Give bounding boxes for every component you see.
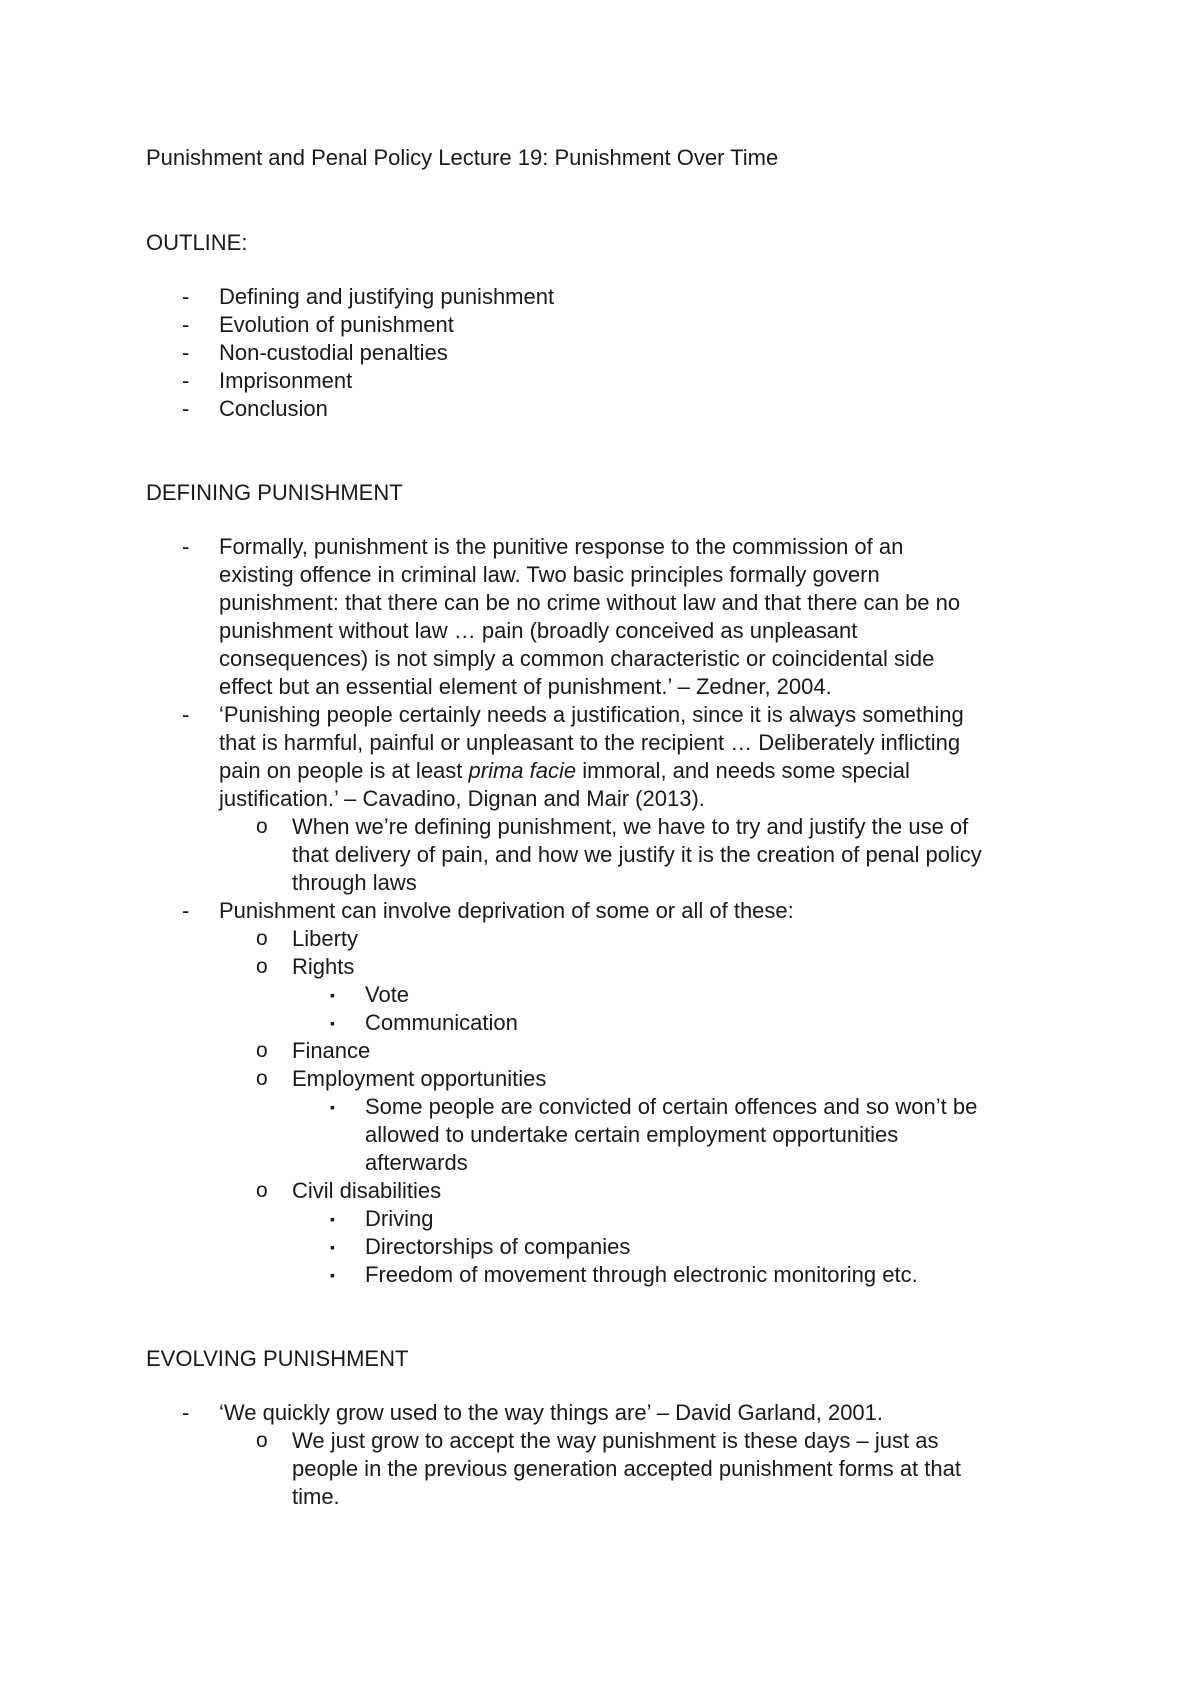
dash-bullet: - <box>182 284 190 309</box>
circle-bullet: o <box>256 1067 268 1090</box>
document-page <box>146 144 1066 1511</box>
circle-bullet: o <box>256 815 268 838</box>
dash-bullet: - <box>182 898 190 923</box>
outline-item: - Evolution of punishment <box>182 312 454 337</box>
circle-bullet: o <box>256 1179 268 1202</box>
circle-bullet: o <box>256 927 268 950</box>
outline-item: - Defining and justifying punishment <box>182 284 555 309</box>
outline-item: - Conclusion <box>182 396 328 421</box>
square-bullet: ▪ <box>330 1099 335 1115</box>
dash-bullet: - <box>182 340 190 365</box>
square-bullet: ▪ <box>330 1239 335 1255</box>
defining-punishment-heading: DEFINING PUNISHMENT <box>146 480 403 505</box>
list-item-cavadino-quote: - ‘Punishing people certainly needs a justification, since it is always something that is harmful, painful or unpleasant to the recipient … Deliberately inflicting pain on people is at least prima facie immoral, and needs some special justification.’ – Cavadino, Dignan and Mair (2013). <box>182 702 964 811</box>
dash-bullet: - <box>182 312 190 337</box>
circle-bullet: o <box>256 955 268 978</box>
sub-item-employment: o Employment opportunities <box>256 1066 547 1091</box>
evolving-punishment-heading: EVOLVING PUNISHMENT <box>146 1346 409 1371</box>
list-item-formal-definition: - Formally, punishment is the punitive response to the commission of an existing offence in criminal law. Two basic principles formally govern punishment: that there can be no crime without law and that there can be no punishment without law … pain (broadly conceived as unpleasant consequences) is not simply a common characteristic or coincidental side effect but an essential element of punishment.’ – Zedner, 2004. <box>182 534 961 699</box>
outline-heading: OUTLINE: <box>146 230 248 255</box>
dash-bullet: - <box>182 702 190 727</box>
sub-sub-item-driving: ▪ Driving <box>330 1206 434 1231</box>
sub-sub-item-employment-detail: ▪ Some people are convicted of certain offences and so won’t be allowed to undertake certain employment opportunities afterwards <box>330 1094 978 1175</box>
document-title: Punishment and Penal Policy Lecture 19: Punishment Over Time <box>146 145 779 170</box>
dash-bullet: - <box>182 396 190 421</box>
sub-item-civil-disabilities: o Civil disabilities <box>256 1178 442 1203</box>
sub-sub-item-electronic-monitoring: ▪ Freedom of movement through electronic monitoring etc. <box>330 1262 918 1287</box>
list-item-garland-quote: - ‘We quickly grow used to the way things are’ – David Garland, 2001. <box>182 1400 884 1425</box>
dash-bullet: - <box>182 534 190 559</box>
sub-item-finance: o Finance <box>256 1038 371 1063</box>
italic-term: prima facie <box>468 758 577 783</box>
square-bullet: ▪ <box>330 1267 335 1283</box>
circle-bullet: o <box>256 1429 268 1452</box>
sub-sub-item-directorships: ▪ Directorships of companies <box>330 1234 631 1259</box>
outline-item: - Imprisonment <box>182 368 353 393</box>
circle-bullet: o <box>256 1039 268 1062</box>
square-bullet: ▪ <box>330 1015 335 1031</box>
sub-sub-item-vote: ▪ Vote <box>330 982 410 1007</box>
sub-sub-item-communication: ▪ Communication <box>330 1010 518 1035</box>
outline-list <box>146 283 1066 423</box>
sub-item-rights: o Rights <box>256 954 355 979</box>
list-item-deprivation: - Punishment can involve deprivation of some or all of these: <box>182 898 794 923</box>
dash-bullet: - <box>182 1400 190 1425</box>
square-bullet: ▪ <box>330 987 335 1003</box>
outline-item: - Non-custodial penalties <box>182 340 448 365</box>
sub-item-accept-punishment: o We just grow to accept the way punishment is these days – just as people in the previous generation accepted punishment forms at that time. <box>256 1428 961 1509</box>
sub-item-justify-pain: o When we’re defining punishment, we have to try and justify the use of that delivery of pain, and how we justify it is the creation of penal policy through laws <box>256 814 982 895</box>
dash-bullet: - <box>182 368 190 393</box>
sub-item-liberty: o Liberty <box>256 926 359 951</box>
square-bullet: ▪ <box>330 1211 335 1227</box>
